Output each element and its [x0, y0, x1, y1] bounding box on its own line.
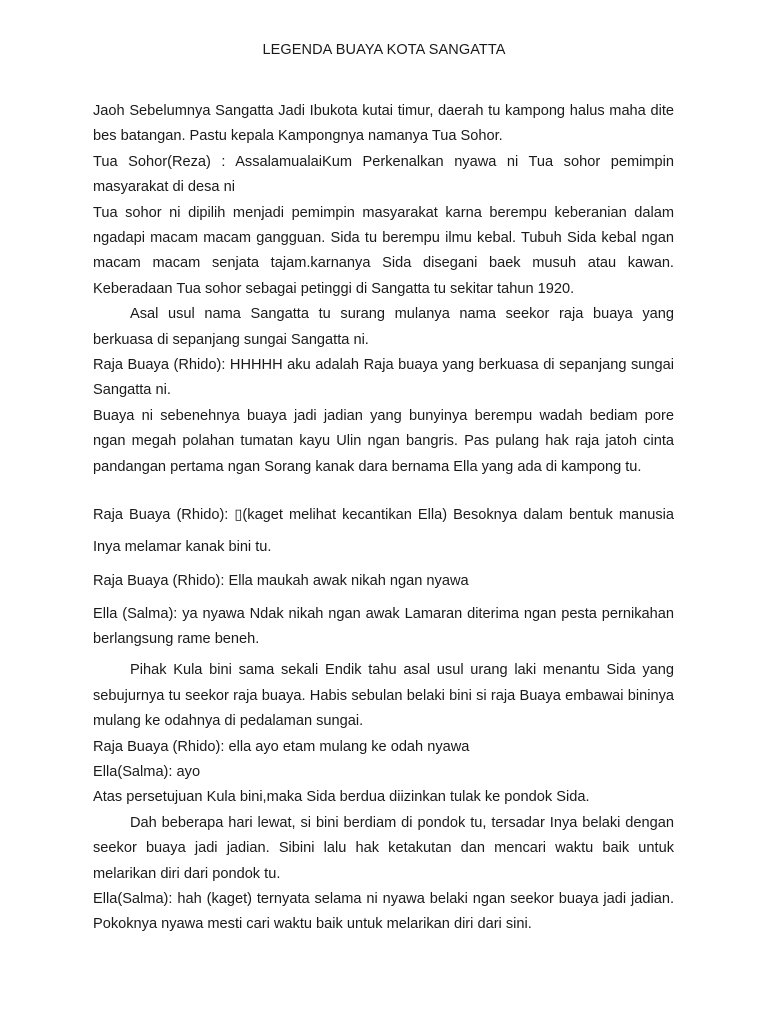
document-body — [93, 99, 674, 938]
paragraph-asal-usul: Asal usul nama Sangatta tu surang mulanya nama seekor raja buaya yang berkuasa di sepanjang sungai Sangatta ni. — [93, 306, 674, 348]
paragraph-buaya: Buaya ni sebenehnya buaya jadi jadian yang bunyinya berempu wadah bediam pore ngan megah polahan tumatan kayu Ulin ngan bangris. Pas pulang hak raja jatoh cinta pandangan pertama ngan Sorang kanak dara bernama Ella yang ada di kampong tu. — [93, 407, 674, 475]
paragraph-tua-sohor: Tua sohor ni dipilih menjadi pemimpin masyarakat karna berempu keberanian dalam ngadapi macam macam gangguan. Sida tu berempu ilmu kebal. Tubuh Sida kebal ngan macam macam senjata tajam.karnanya Sida disegani baek musuh atau kawan. Keberadaan Tua sohor sebagai petinggi di Sangatta tu sekitar tahun 1920. — [93, 204, 674, 297]
paragraph-intro: Jaoh Sebelumnya Sangatta Jadi Ibukota kutai timur, daerah tu kampong halus maha dite bes batangan. Pastu kepala Kampongnya namanya Tua Sohor. — [93, 103, 674, 145]
dialogue-ella-kaget: Ella(Salma): hah (kaget) ternyata selama ni nyawa belaki ngan seekor buaya jadi jadian. Pokoknya nyawa mesti cari waktu baik untuk melarikan diri dari sini. — [93, 890, 674, 933]
dialogue-tua-sohor: Tua Sohor(Reza) : AssalamualaiKum Perkenalkan nyawa ni Tua sohor pemimpin masyarakat di desa ni — [93, 153, 674, 196]
document-title: LEGENDA BUAYA KOTA SANGATTA — [262, 42, 506, 58]
paragraph-tersadar: Dah beberapa hari lewat, si bini berdiam di pondok tu, tersadar Inya belaki dengan seekor buaya jadi jadian. Sibini lalu hak ketakutan dan mencari waktu baik untuk melarikan diri dari pondok tu. — [93, 814, 674, 882]
paragraph-pihak-kula: Pihak Kula bini sama sekali Endik tahu asal usul urang laki menantu Sida yang sebujurnya tu seekor raja buaya. Habis sebulan belaki bini si raja Buaya embawai bininya mulang ke odahnya di pedalaman sungai. — [93, 662, 674, 730]
dialogue-ella-ayo: Ella(Salma): ayo — [93, 763, 201, 780]
dialogue-raja-buaya-lamar: Raja Buaya (Rhido): Ella maukah awak nikah ngan nyawa — [93, 573, 469, 590]
dialogue-raja-buaya-kaget: Raja Buaya (Rhido): ▯(kaget melihat kecantikan Ella) Besoknya dalam bentuk manusia Inya melamar kanak bini tu. — [93, 507, 674, 556]
dialogue-ella-terima: Ella (Salma): ya nyawa Ndak nikah ngan awak Lamaran diterima ngan pesta pernikahan berlangsung rame beneh. — [93, 605, 674, 647]
dialogue-raja-buaya-mulang: Raja Buaya (Rhido): ella ayo etam mulang ke odah nyawa — [93, 738, 470, 755]
paragraph-persetujuan: Atas persetujuan Kula bini,maka Sida berdua diizinkan tulak ke pondok Sida. — [93, 789, 590, 806]
dialogue-raja-buaya-intro: Raja Buaya (Rhido): HHHHH aku adalah Raja buaya yang berkuasa di sepanjang sungai Sangatta ni. — [93, 357, 674, 399]
